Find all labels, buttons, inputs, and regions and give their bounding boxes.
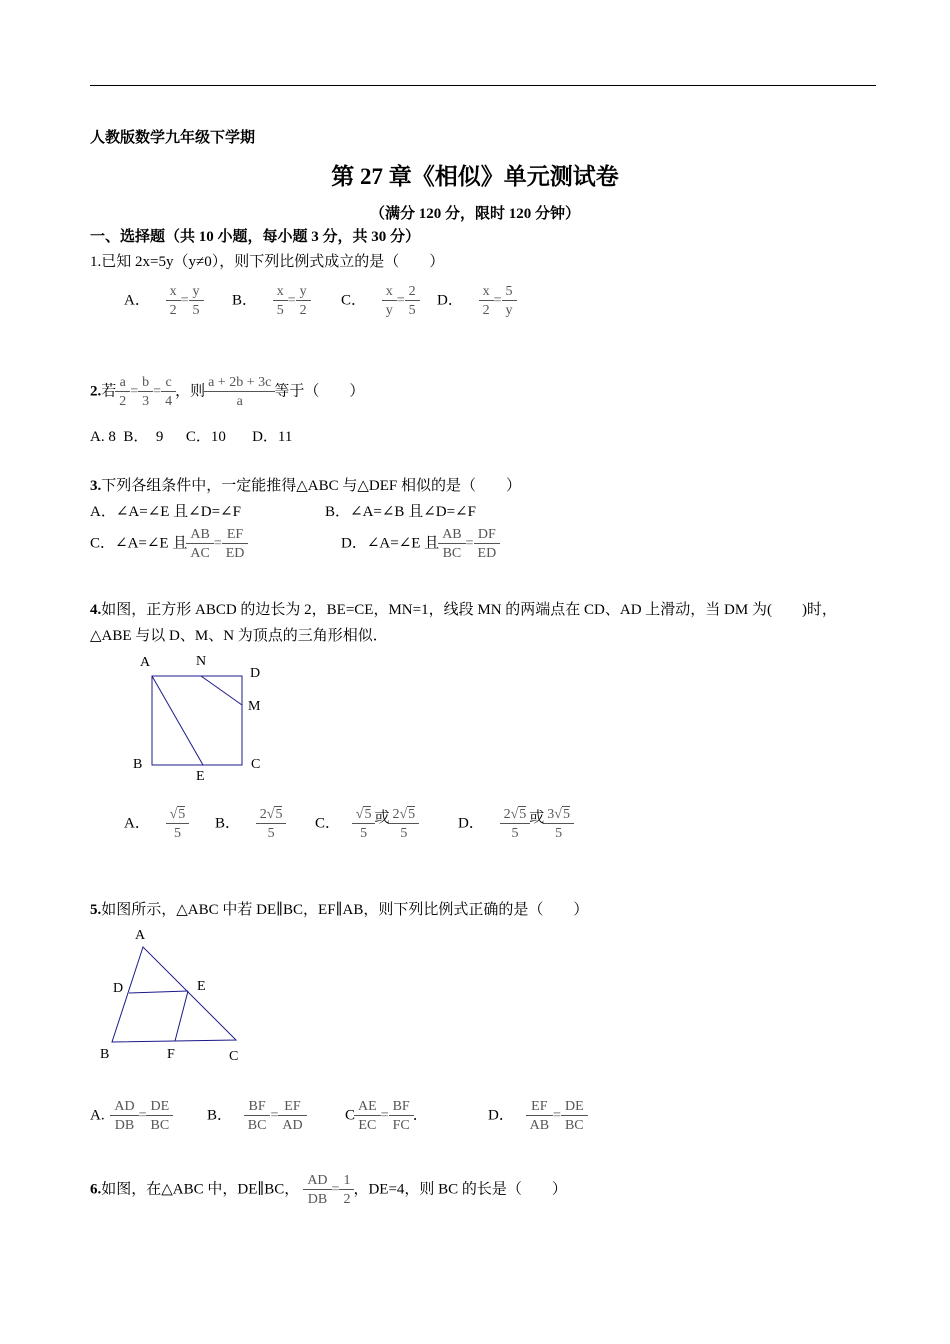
q5-option-c[interactable]: C $\frac{AE}{EC}$ = $\frac{BF}{FC}$ ．	[345, 1099, 428, 1133]
label-d: D	[250, 666, 261, 681]
triangle-abc	[112, 947, 236, 1042]
q3-option-d[interactable]: D．∠A=∠E 且 $\frac{AB}{BC}$ = $\frac{DF}{ED}$	[341, 526, 499, 562]
question-1-stem: 1.已知 2x=5y（y≠0），则下列比例式成立的是（ ）	[90, 254, 445, 270]
question-4-line2: △ABE 与以 D、M、N 为顶点的三角形相似．	[90, 628, 388, 644]
question-6-stem: 6.如图，在△ABC 中，DE∥BC， $\frac{AD}{DB}$ = $\frac{1}{2}$ ，DE=4，则 BC 的长是（ ）	[90, 1173, 567, 1207]
label-c: C	[229, 1049, 239, 1064]
label-b: B	[100, 1047, 110, 1062]
label-d: D	[113, 981, 124, 996]
page-title: 第 27 章《相似》单元测试卷	[331, 164, 619, 189]
label-a: A	[135, 928, 146, 943]
q3-option-b[interactable]: B．∠A=∠B 且∠D=∠F	[325, 504, 476, 520]
segment-ef	[175, 991, 188, 1041]
question-2-stem: 2.若 $\frac{a}{2}$ = $\frac{b}{3}$ = $\frac{c}{4}$ ，则 $\frac{a + 2b + 3c}{a}$ 等于（ ）	[90, 375, 365, 409]
q3-option-a[interactable]: A．∠A=∠E 且∠D=∠F	[90, 504, 241, 520]
q5-option-d[interactable]: D． $\frac{EF}{AB}$ = $\frac{DE}{BC}$	[488, 1098, 587, 1134]
question-5-stem: 5.如图所示，△ABC 中若 DE∥BC，EF∥AB，则下列比例式正确的是（ ）	[90, 902, 589, 918]
q2-options[interactable]: A. 8 B． 9 C．10 D．11	[90, 429, 293, 445]
label-f: F	[167, 1047, 175, 1062]
option-label: A．	[124, 292, 150, 309]
q5-option-b[interactable]: B． $\frac{BF}{BC}$ = $\frac{EF}{AD}$	[207, 1098, 306, 1134]
section-heading: 一、选择题（共 10 小题，每小题 3 分，共 30 分）	[90, 229, 421, 245]
label-e: E	[196, 769, 205, 784]
q4-option-d[interactable]: D． $\frac{2√5}{5}$ 或 $\frac{3√5}{5}$	[458, 806, 573, 842]
option-label: C．	[341, 292, 367, 309]
page-subtitle: （满分 120 分，限时 120 分钟）	[369, 206, 580, 222]
q1-option-d[interactable]: D． $\frac{x}{2}$ = $\frac{5}{y}$	[437, 283, 516, 319]
label-n: N	[196, 654, 207, 669]
q3-option-c[interactable]: C．∠A=∠E 且 $\frac{AB}{AC}$ = $\frac{EF}{ED}$	[90, 526, 247, 562]
question-3-stem: 3.下列各组条件中，一定能推得△ABC 与△DEF 相似的是（ ）	[90, 478, 522, 494]
q5-option-a[interactable]: A. $\frac{AD}{DB}$ = $\frac{DE}{BC}$	[90, 1098, 172, 1134]
label-c: C	[251, 757, 261, 772]
q1-option-a[interactable]: A． $\frac{x}{2}$ = $\frac{y}{5}$	[124, 283, 203, 319]
label-e: E	[197, 979, 206, 994]
label-b: B	[133, 757, 143, 772]
q4-option-c[interactable]: C． $\frac{√5}{5}$ 或 $\frac{2√5}{5}$	[315, 806, 418, 842]
label-m: M	[248, 699, 261, 714]
question-4-line1: 4.如图，正方形 ABCD 的边长为 2，BE=CE，MN=1，线段 MN 的两端点在 CD、AD 上滑动，当 DM 为( )时，	[90, 602, 837, 618]
q1-option-c[interactable]: C． $\frac{x}{y}$ = $\frac{2}{5}$	[341, 283, 419, 319]
series-label: 人教版数学九年级下学期	[90, 130, 256, 146]
option-label: D．	[437, 292, 463, 309]
label-a: A	[140, 655, 151, 670]
option-label: B．	[232, 292, 258, 309]
q4-option-a[interactable]: A． $\frac{√5}{5}$	[124, 806, 188, 842]
q4-option-b[interactable]: B． $\frac{2√5}{5}$	[215, 806, 285, 842]
q1-option-b[interactable]: B． $\frac{x}{5}$ = $\frac{y}{2}$	[232, 283, 310, 319]
segment-de	[129, 991, 188, 993]
